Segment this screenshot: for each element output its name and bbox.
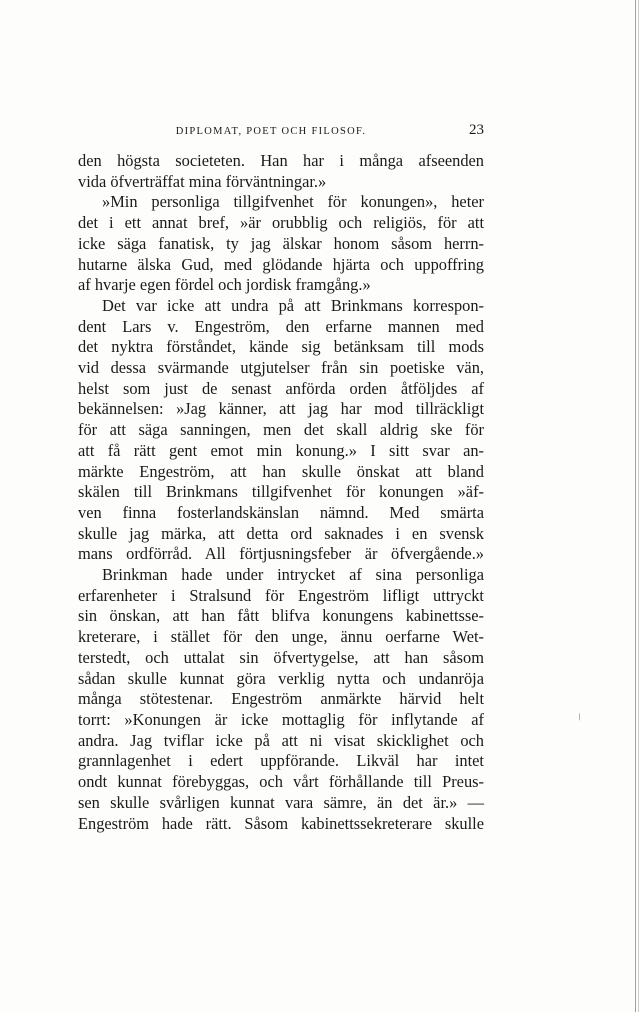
text-line: sådan skulle kunnat göra verklig nytta och undanröja (78, 668, 484, 688)
text-line: sin önskan, att han fått blifva konungens kabinettsse- (78, 606, 484, 626)
text-line: vida öfverträffat mina förväntningar.» (78, 171, 327, 191)
text-line: erfarenheter i Stralsund för Engeström lifligt uttryckt (78, 585, 484, 605)
text-line: det i ett annat bref, »är orubblig och religiös, för att (78, 213, 484, 233)
text-line: helst som just de senast anförda orden åtföljdes af (78, 378, 484, 398)
text-line: dent Lars v. Engeström, den erfarne mannen med (78, 316, 484, 336)
text-line: af hvarje egen fördel och jordisk framgång.» (78, 275, 371, 295)
text-line: grannlagenhet i edert uppförande. Likväl har intet (78, 751, 484, 771)
running-title: DIPLOMAT, POET OCH FILOSOF. (175, 126, 367, 137)
text-line: andra. Jag tviflar icke på att ni visat skicklighet och (78, 730, 484, 750)
page-edge-line-outer (638, 0, 639, 1012)
page-header (78, 122, 484, 144)
text-line: skulle jag märka, att detta ord saknades i en svensk (78, 523, 484, 543)
text-line: den högsta societeten. Han har i många afseenden (78, 151, 484, 170)
text-line: skälen till Brinkmans tillgifvenhet för konungen »äf- (78, 482, 484, 502)
text-line: ondt kunnat förebyggas, och vårt förhållande till Preus- (78, 772, 484, 792)
text-line: terstedt, och uttalat sin öfvertygelse, att han såsom (78, 647, 484, 667)
text-line: vid dessa svärmande utgjutelser från sin poetiske vän, (78, 358, 484, 378)
text-line: att få rätt gent emot min konung.» I sitt svar an- (78, 440, 484, 460)
text-line: mans ordförråd. All förtjusningsfeber är öfvergående.» (78, 544, 484, 564)
page-number: 23 (469, 122, 484, 138)
text-line: för att säga sanningen, men det skall aldrig ske för (78, 420, 484, 440)
body-text (78, 151, 484, 834)
text-line: Brinkman hade under intrycket af sina personliga (102, 565, 484, 585)
text-line: icke säga fanatisk, ty jag älskar honom såsom herrn- (78, 233, 484, 253)
text-line: Det var icke att undra på att Brinkmans korrespon- (102, 295, 484, 315)
text-line: sen skulle svårligen kunnat vara sämre, än det är.» — (78, 792, 484, 812)
text-line: bekännelsen: »Jag känner, att jag har mod tillräckligt (78, 399, 484, 419)
text-line: det nyktra förståndet, kände sig betänksam till mods (78, 337, 484, 357)
text-line: kreterare, i stället för den unge, ännu oerfarne Wet- (78, 627, 484, 647)
text-line: många stötestenar. Engeström anmärkte härvid helt (78, 689, 484, 709)
stray-mark: \ (576, 711, 583, 724)
text-line: »Min personliga tillgifvenhet för konungen», heter (102, 192, 484, 212)
text-line: Engeström hade rätt. Såsom kabinettssekreterare skulle (78, 813, 484, 833)
text-line: märkte Engeström, att han skulle önskat att bland (78, 461, 484, 481)
page-edge-line (635, 0, 636, 1012)
text-line: ven finna fosterlandskänslan nämnd. Med smärta (78, 502, 484, 522)
text-line: hutarne älska Gud, med glödande hjärta och uppoffring (78, 254, 484, 274)
text-line: torrt: »Konungen är icke mottaglig för inflytande af (78, 709, 484, 729)
